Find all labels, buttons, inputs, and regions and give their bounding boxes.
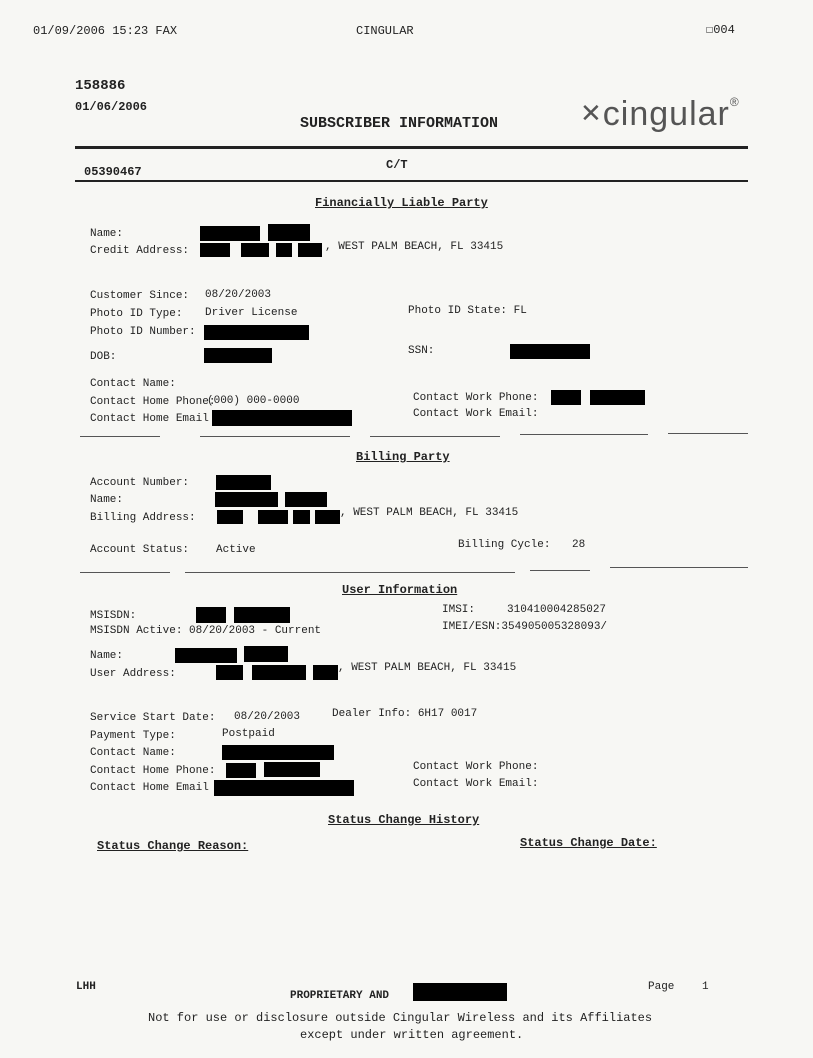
billing-account-status-label: Account Status: [90,544,190,556]
flp-contact-work-phone-label: Contact Work Phone: [413,392,539,404]
fax-header-center: CINGULAR [356,24,414,38]
registered-mark: ® [729,95,740,109]
flp-credit-address-tail: , WEST PALM BEACH, FL 33415 [325,241,504,253]
redaction [244,646,288,662]
flp-contact-home-email-label: Contact Home Email [90,413,209,425]
status-heading: Status Change History [328,813,480,827]
user-dealer-info: Dealer Info: 6H17 0017 [332,708,478,720]
redaction [215,492,278,507]
doc-id: 158886 [75,78,126,94]
redaction [175,648,237,663]
user-payment-type: Postpaid [222,728,275,740]
footer-page-number: 1 [702,981,709,993]
fax-header-right: ☐004 [706,23,735,37]
billing-address-tail: , WEST PALM BEACH, FL 33415 [340,507,519,519]
user-contact-work-phone-label: Contact Work Phone: [413,761,539,773]
cingular-jack-icon: ✕ [580,98,603,128]
redaction [234,607,290,623]
divider [80,572,170,573]
billing-address-label: Billing Address: [90,512,196,524]
billing-cycle-label: Billing Cycle: [458,539,551,551]
user-contact-work-email-label: Contact Work Email: [413,778,539,790]
redaction [276,243,292,257]
user-contact-name-label: Contact Name: [90,747,176,759]
logo-text: cingular [602,95,730,133]
redaction [258,510,288,524]
divider [80,436,160,437]
user-msisdn-active: MSISDN Active: 08/20/2003 - Current [90,625,322,637]
redaction [590,390,645,405]
redaction [293,510,310,524]
user-address-label: User Address: [90,668,176,680]
flp-ssn-label: SSN: [408,345,435,357]
redaction [216,665,243,680]
user-imsi: 310410004285027 [507,604,607,616]
divider [200,436,350,437]
user-msisdn-label: MSISDN: [90,610,137,622]
redaction [222,745,334,760]
user-name-label: Name: [90,650,124,662]
doc-date: 01/06/2006 [75,100,148,114]
redaction [226,763,256,778]
user-imsi-label: IMSI: [442,604,476,616]
status-reason-label: Status Change Reason: [97,839,249,853]
redaction [313,665,338,680]
fax-header-left: 01/09/2006 15:23 FAX [33,24,178,38]
top-rule [75,146,748,149]
user-contact-home-email-label: Contact Home Email [90,782,209,794]
flp-photo-id-number-label: Photo ID Number: [90,326,196,338]
user-heading: User Information [342,583,458,597]
redaction [216,475,271,490]
divider [668,433,748,434]
cingular-logo [580,95,740,134]
flp-customer-since: 08/20/2003 [205,289,272,301]
flp-contact-work-email-label: Contact Work Email: [413,408,539,420]
redaction [252,665,306,680]
divider [610,567,748,568]
billing-cycle: 28 [572,539,586,551]
user-payment-type-label: Payment Type: [90,730,176,742]
footer-page-label: Page [648,981,675,993]
flp-photo-id-type-label: Photo ID Type: [90,308,183,320]
status-date-label: Status Change Date: [520,836,657,850]
page-title: SUBSCRIBER INFORMATION [300,115,499,132]
ref-number: 05390467 [84,165,142,179]
billing-heading: Billing Party [356,450,450,464]
redaction [200,243,230,257]
redaction [268,224,310,241]
divider [530,570,590,571]
redaction [315,510,340,524]
redaction [510,344,590,359]
redaction [196,607,226,623]
divider [370,436,500,437]
flp-customer-since-label: Customer Since: [90,290,190,302]
redaction [217,510,243,524]
user-contact-home-phone-label: Contact Home Phone: [90,765,216,777]
flp-name-label: Name: [90,228,124,240]
user-service-start: 08/20/2003 [234,711,301,723]
footer-initials: LHH [76,981,96,993]
redaction [204,325,309,340]
redaction [204,348,272,363]
redaction [212,410,352,426]
redaction [298,243,322,257]
user-service-start-label: Service Start Date: [90,712,216,724]
flp-dob-label: DOB: [90,351,117,363]
billing-name-label: Name: [90,494,124,506]
redaction [551,390,581,405]
footer-disclaimer-line1: Not for use or disclosure outside Cingular Wireless and its Affiliates [148,1011,653,1025]
user-address-tail: , WEST PALM BEACH, FL 33415 [338,662,517,674]
footer-proprietary: PROPRIETARY AND [290,990,390,1002]
flp-contact-name-label: Contact Name: [90,378,176,390]
ref-rule [75,180,748,182]
billing-account-status: Active [216,544,256,556]
divider [520,434,648,435]
redaction [413,983,507,1001]
billing-account-number-label: Account Number: [90,477,190,489]
redaction [285,492,327,507]
footer-disclaimer-line2: except under written agreement. [300,1028,524,1042]
flp-contact-home-phone-label: Contact Home Phone: [90,396,216,408]
divider [185,572,515,573]
redaction [200,226,260,241]
flp-contact-home-phone: (000) 000-0000 [207,395,300,407]
flp-photo-id-state: Photo ID State: FL [408,305,527,317]
flp-photo-id-type: Driver License [205,307,298,319]
flp-heading: Financially Liable Party [315,196,488,210]
user-imei: IMEI/ESN:354905005328093/ [442,621,608,633]
flp-credit-address-label: Credit Address: [90,245,190,257]
redaction [214,780,354,796]
ref-ct: C/T [386,158,408,172]
redaction [241,243,269,257]
redaction [264,762,320,777]
